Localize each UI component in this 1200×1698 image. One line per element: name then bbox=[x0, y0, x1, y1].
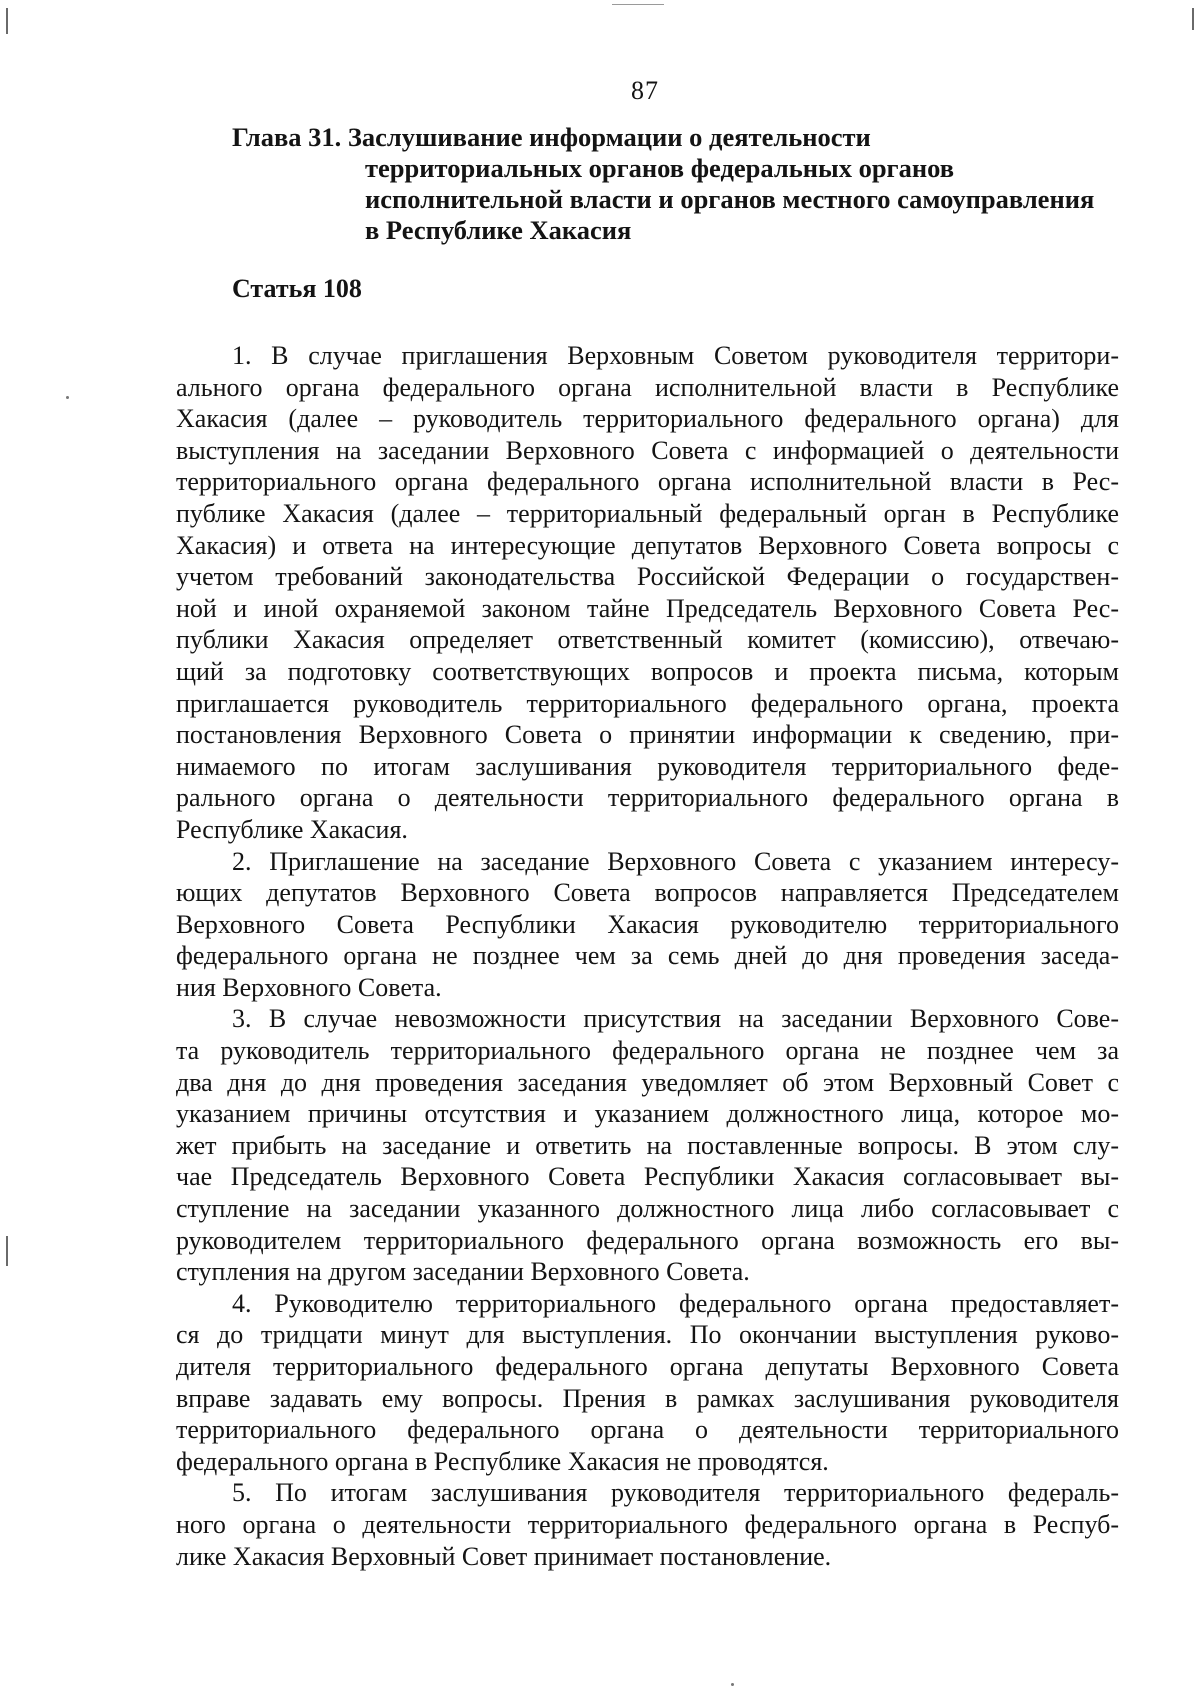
text-line: 1. В случае приглашения Верховным Советом руководителя территори- bbox=[232, 341, 1119, 370]
text-line: та руководитель территориального федерального органа не позднее чем за bbox=[176, 1036, 1119, 1066]
text-line: территориального органа федерального органа исполнительной власти в Рес- bbox=[176, 467, 1119, 497]
text-line: федерального органа не позднее чем за семь дней до дня проведения заседа- bbox=[176, 941, 1119, 971]
text-line: ся до тридцати минут для выступления. По окончании выступления руково- bbox=[176, 1320, 1119, 1350]
scan-edge-left bbox=[6, 8, 8, 34]
text-line: 4. Руководителю территориального федерального органа предоставляет- bbox=[232, 1288, 1119, 1318]
text-line: два дня до дня проведения заседания уведомляет об этом Верховный Совет с bbox=[176, 1067, 1119, 1097]
text-line: вправе задавать ему вопросы. Прения в рамках заслушивания руководителя bbox=[176, 1383, 1119, 1413]
text-line: ния Верховного Совета. bbox=[176, 972, 442, 1002]
paragraph-4 bbox=[176, 1288, 1119, 1478]
text-line: территориального федерального органа о деятельности территориального bbox=[176, 1415, 1119, 1445]
text-line: Верховного Совета Республики Хакасия руководителю территориального bbox=[176, 909, 1119, 939]
text-line: жет прибыть на заседание и ответить на поставленные вопросы. В этом слу- bbox=[176, 1130, 1119, 1160]
paragraph-2 bbox=[176, 846, 1119, 1004]
text-line: федерального органа в Республике Хакасия не проводятся. bbox=[176, 1446, 829, 1476]
text-line: лике Хакасия Верховный Совет принимает постановление. bbox=[176, 1541, 832, 1571]
text-line: чае Председатель Верховного Совета Республики Хакасия согласовывает вы- bbox=[176, 1162, 1119, 1192]
text-line: Республике Хакасия. bbox=[176, 814, 408, 844]
scan-speck bbox=[66, 396, 69, 399]
text-line: 2. Приглашение на заседание Верховного Совета с указанием интересу- bbox=[232, 846, 1119, 876]
article-body bbox=[176, 340, 1119, 1572]
text-line: указанием причины отсутствия и указанием должностного лица, которое мо- bbox=[176, 1099, 1119, 1129]
text-line: публики Хакасия определяет ответственный комитет (комиссию), отвечаю- bbox=[176, 625, 1119, 655]
chapter-heading-line: Глава 31. Заслушивание информации о деятельности bbox=[232, 122, 871, 152]
text-line: ющих депутатов Верховного Совета вопросов направляется Председателем bbox=[176, 878, 1119, 908]
text-line: ступления на другом заседании Верховного Совета. bbox=[176, 1257, 750, 1287]
text-line: Хакасия) и ответа на интересующие депутатов Верховного Совета вопросы с bbox=[176, 530, 1119, 560]
text-line: дителя территориального федерального органа депутаты Верховного Совета bbox=[176, 1352, 1119, 1381]
text-line: ного органа о деятельности территориального федерального органа в Респуб- bbox=[176, 1509, 1119, 1539]
paragraph-1 bbox=[176, 340, 1119, 846]
text-line: Хакасия (далее – руководитель территориального федерального органа) для bbox=[176, 404, 1119, 434]
article-title: Статья 108 bbox=[232, 274, 362, 303]
paragraph-5 bbox=[176, 1477, 1119, 1572]
scan-speck bbox=[731, 1683, 734, 1686]
scan-edge-left-lower bbox=[6, 1236, 8, 1266]
text-line: публике Хакасия (далее – территориальный федеральный орган в Республике bbox=[176, 498, 1119, 528]
text-line: ной и иной охраняемой законом тайне Председатель Верховного Совета Рес- bbox=[176, 593, 1119, 623]
scan-top-mark bbox=[612, 4, 664, 5]
text-line: нимаемого по итогам заслушивания руководителя территориального феде- bbox=[176, 751, 1119, 781]
text-line: рального органа о деятельности территориального федерального органа в bbox=[176, 783, 1119, 813]
text-line: ступление на заседании указанного должностного лица либо согласовывает с bbox=[176, 1194, 1119, 1224]
chapter-heading-line: исполнительной власти и органов местного самоуправления bbox=[365, 184, 1095, 214]
text-line: выступления на заседании Верховного Совета с информацией о деятельности bbox=[176, 435, 1119, 465]
text-line: 3. В случае невозможности присутствия на заседании Верховного Сове- bbox=[232, 1004, 1119, 1034]
text-line: руководителем территориального федерального органа возможность его вы- bbox=[176, 1225, 1119, 1255]
text-line: приглашается руководитель территориального федерального органа, проекта bbox=[176, 688, 1119, 718]
text-line: 5. По итогам заслушивания руководителя территориального федераль- bbox=[232, 1478, 1119, 1508]
text-line: щий за подготовку соответствующих вопросов и проекта письма, которым bbox=[176, 656, 1119, 686]
page-number: 87 bbox=[631, 76, 659, 105]
chapter-heading bbox=[232, 122, 1132, 246]
text-line: постановления Верховного Совета о принятии информации к сведению, при- bbox=[176, 720, 1119, 750]
chapter-heading-line: в Республике Хакасия bbox=[365, 215, 632, 245]
text-line: ального органа федерального органа исполнительной власти в Республике bbox=[176, 372, 1119, 402]
text-line: учетом требований законодательства Российской Федерации о государствен- bbox=[176, 562, 1119, 592]
paragraph-3 bbox=[176, 1003, 1119, 1287]
scan-edge-right bbox=[1192, 8, 1194, 30]
chapter-heading-line: территориальных органов федеральных органов bbox=[365, 153, 955, 183]
